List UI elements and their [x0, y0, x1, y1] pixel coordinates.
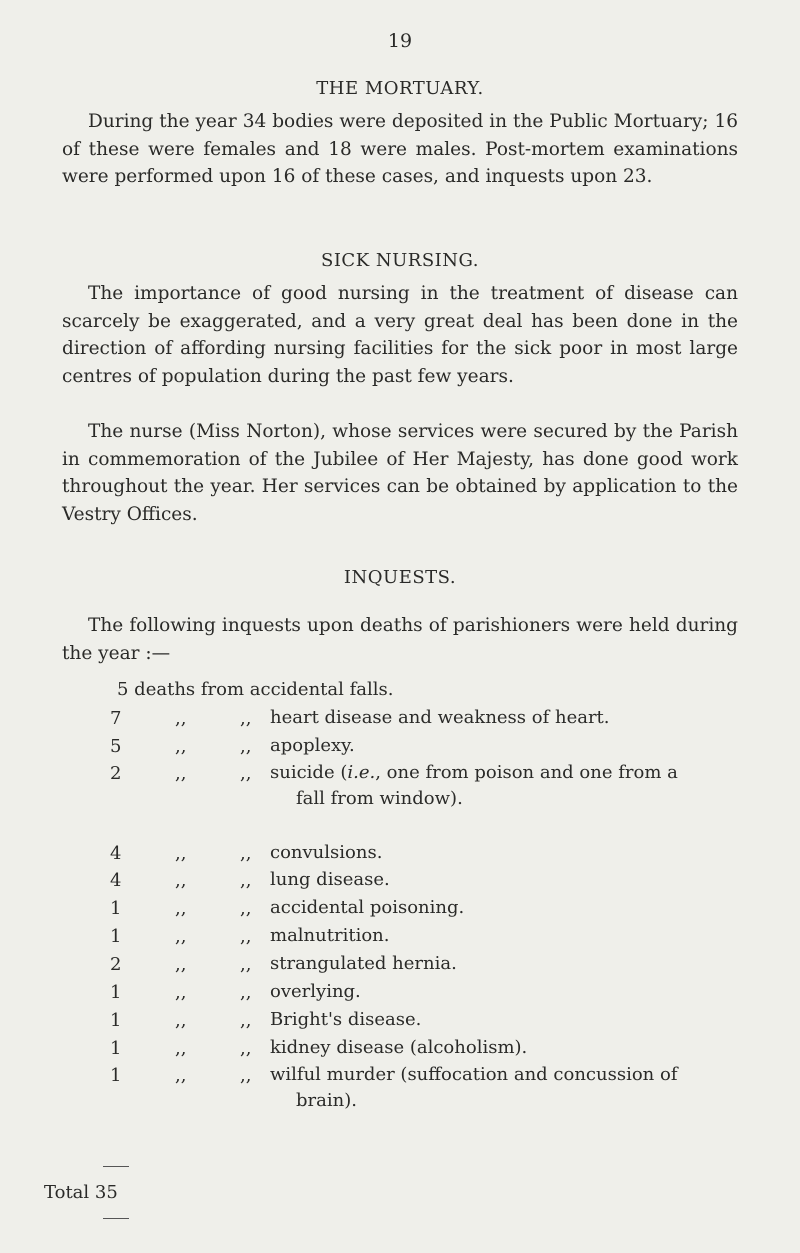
inquest-cause: [270, 840, 750, 866]
inquest-count: 1: [110, 1010, 122, 1031]
sick-nursing-heading: SICK NURSING.: [320, 250, 479, 271]
inquest-cause-text: kidney disease (alcoholism).: [270, 1037, 528, 1058]
inquest-cause-text: lung disease.: [270, 869, 390, 890]
inquest-cause: [270, 760, 750, 812]
inquest-cause: [270, 923, 750, 949]
ditto-mark: ,,: [240, 1010, 252, 1031]
inquest-total: Total 35: [44, 1182, 118, 1203]
ditto-mark: ,,: [240, 736, 252, 757]
ditto-mark: ,,: [240, 763, 252, 784]
inquests-intro: The following inquests upon deaths of parishioners were held during the year :—: [62, 615, 738, 664]
ditto-mark: ,,: [175, 843, 187, 864]
ditto-mark: ,,: [240, 954, 252, 975]
inquest-cause-text: overlying.: [270, 981, 361, 1002]
inquest-cause-text: strangulated hernia.: [270, 953, 457, 974]
ditto-mark: ,,: [240, 708, 252, 729]
sick-nursing-paragraph-2: The nurse (Miss Norton), whose services were secured by the Parish in commemoration of the Jubilee of Her Majesty, has done good work throughout the year. Her services can be obtained by application to the Vestry Offices.: [62, 421, 738, 525]
inquest-cause: [270, 1035, 750, 1061]
inquest-cause-text: suicide (i.e., one from poison and one from a: [270, 762, 678, 783]
inquest-cause-continuation: brain).: [296, 1090, 357, 1111]
inquest-first-row: 5 deaths from accidental falls.: [117, 679, 394, 700]
inquest-count: 5: [110, 736, 122, 757]
inquest-cause-text: malnutrition.: [270, 925, 390, 946]
sick-nursing-paragraph-1: The importance of good nursing in the treatment of disease can scarcely be exaggerated, and a very great deal has been done in the direction of affording nursing facilities for the sick poor in most large centres of population during the past few years.: [62, 283, 738, 387]
ditto-mark: ,,: [175, 1065, 187, 1086]
inquest-cause: [270, 979, 750, 1005]
ditto-mark: ,,: [240, 926, 252, 947]
inquest-count: 7: [110, 708, 122, 729]
ditto-mark: ,,: [175, 982, 187, 1003]
ditto-mark: ,,: [175, 1038, 187, 1059]
ditto-mark: ,,: [240, 870, 252, 891]
mortuary-heading: THE MORTUARY.: [316, 78, 484, 99]
inquest-cause: [270, 705, 750, 731]
ditto-mark: ,,: [175, 708, 187, 729]
inquest-count: 1: [110, 898, 122, 919]
mortuary-paragraph: During the year 34 bodies were deposited in the Public Mortuary; 16 of these were females and 18 were males. Post-mortem examinations were performed upon 16 of these cases, and inquests upon 23.: [62, 111, 738, 187]
ditto-mark: ,,: [175, 736, 187, 757]
inquest-cause: [270, 733, 750, 759]
inquest-cause: [270, 895, 750, 921]
ditto-mark: ,,: [240, 1065, 252, 1086]
ditto-mark: ,,: [175, 870, 187, 891]
ditto-mark: ,,: [240, 982, 252, 1003]
inquest-cause-text: heart disease and weakness of heart.: [270, 707, 610, 728]
page-number: 19: [387, 30, 413, 52]
inquest-cause-text: convulsions.: [270, 842, 383, 863]
inquest-cause: [270, 1062, 750, 1114]
inquest-cause: [270, 951, 750, 977]
inquest-count: 1: [110, 1038, 122, 1059]
inquest-count: 1: [110, 1065, 122, 1086]
inquest-cause-text: apoplexy.: [270, 735, 355, 756]
inquest-cause: [270, 1007, 750, 1033]
inquest-count: 2: [110, 954, 122, 975]
inquest-cause-text: accidental poisoning.: [270, 897, 465, 918]
ditto-mark: ,,: [175, 926, 187, 947]
ditto-mark: ,,: [175, 898, 187, 919]
inquest-count: 4: [110, 870, 122, 891]
inquest-cause-text: Bright's disease.: [270, 1009, 422, 1030]
inquests-heading: INQUESTS.: [343, 567, 457, 588]
inquest-cause-text: wilful murder (suffocation and concussion of: [270, 1064, 678, 1085]
inquest-cause: [270, 867, 750, 893]
inquest-count: 1: [110, 982, 122, 1003]
inquest-count: 2: [110, 763, 122, 784]
total-rule-bottom: [103, 1218, 129, 1219]
inquest-count: 1: [110, 926, 122, 947]
ditto-mark: ,,: [175, 763, 187, 784]
inquest-cause-continuation: fall from window).: [296, 788, 463, 809]
ditto-mark: ,,: [240, 1038, 252, 1059]
ditto-mark: ,,: [240, 843, 252, 864]
ditto-mark: ,,: [175, 954, 187, 975]
total-rule-top: [103, 1166, 129, 1167]
inquest-count: 4: [110, 843, 122, 864]
ditto-mark: ,,: [240, 898, 252, 919]
ditto-mark: ,,: [175, 1010, 187, 1031]
